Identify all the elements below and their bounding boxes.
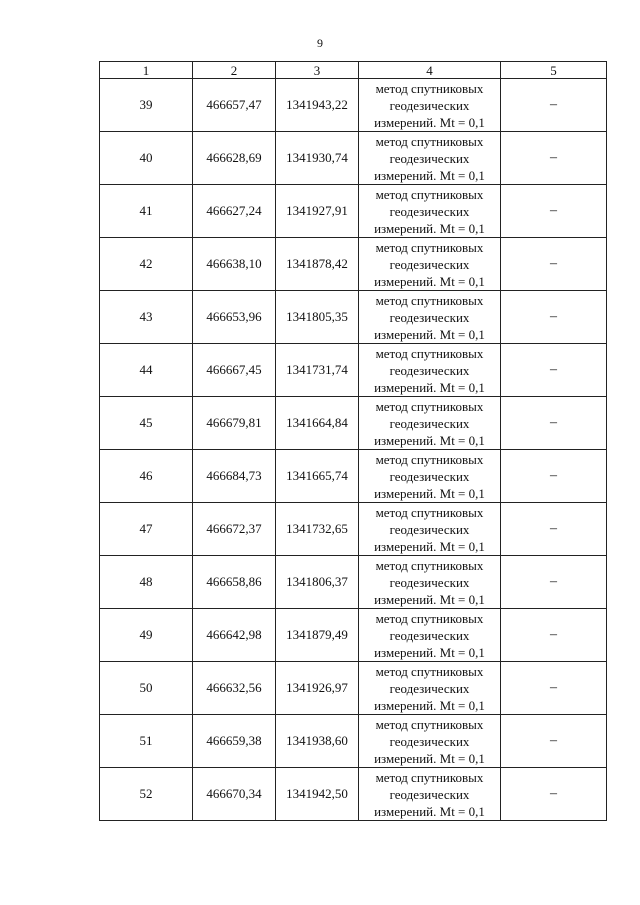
y-coordinate-cell: 1341927,91 — [276, 185, 359, 238]
note-cell: – — [501, 609, 607, 662]
method-line-1: метод спутниковых — [375, 239, 484, 255]
point-number-cell: 52 — [100, 768, 193, 821]
y-coordinate-cell: 1341879,49 — [276, 609, 359, 662]
method-line-3: измерений. Mt = 0,1 — [374, 326, 485, 342]
method-line-1: метод спутниковых — [375, 610, 484, 626]
method-line-2: геодезических — [389, 256, 470, 272]
point-number-cell: 50 — [100, 662, 193, 715]
method-line-3: измерений. Mt = 0,1 — [374, 114, 485, 130]
method-cell — [359, 344, 501, 397]
page-number: 9 — [317, 36, 323, 50]
method-cell — [359, 397, 501, 450]
table-row — [100, 768, 607, 821]
method-line-3: измерений. Mt = 0,1 — [374, 432, 485, 448]
note-cell: – — [501, 556, 607, 609]
point-number-cell: 40 — [100, 132, 193, 185]
method-line-3: измерений. Mt = 0,1 — [374, 167, 485, 183]
x-coordinate-cell: 466627,24 — [193, 185, 276, 238]
table-row — [100, 344, 607, 397]
x-coordinate-cell: 466628,69 — [193, 132, 276, 185]
method-cell — [359, 185, 501, 238]
x-coordinate-cell: 466638,10 — [193, 238, 276, 291]
method-line-1: метод спутниковых — [375, 133, 484, 149]
table-row — [100, 556, 607, 609]
method-line-1: метод спутниковых — [375, 557, 484, 573]
method-line-2: геодезических — [389, 680, 470, 696]
method-line-3: измерений. Mt = 0,1 — [374, 591, 485, 607]
note-cell: – — [501, 715, 607, 768]
method-cell — [359, 450, 501, 503]
point-number-cell: 39 — [100, 79, 193, 132]
y-coordinate-cell: 1341731,74 — [276, 344, 359, 397]
method-line-1: метод спутниковых — [375, 663, 484, 679]
method-line-3: измерений. Mt = 0,1 — [374, 538, 485, 554]
note-cell: – — [501, 185, 607, 238]
note-cell: – — [501, 503, 607, 556]
method-line-2: геодезических — [389, 97, 470, 113]
column-header-1: 1 — [100, 62, 193, 79]
method-line-3: измерений. Mt = 0,1 — [374, 750, 485, 766]
method-line-3: измерений. Mt = 0,1 — [374, 485, 485, 501]
method-line-2: геодезических — [389, 733, 470, 749]
y-coordinate-cell: 1341664,84 — [276, 397, 359, 450]
y-coordinate-cell: 1341732,65 — [276, 503, 359, 556]
point-number-cell: 44 — [100, 344, 193, 397]
x-coordinate-cell: 466657,47 — [193, 79, 276, 132]
method-line-2: геодезических — [389, 150, 470, 166]
note-cell: – — [501, 291, 607, 344]
column-header-3: 3 — [276, 62, 359, 79]
table-body — [100, 79, 607, 821]
method-line-2: геодезических — [389, 786, 470, 802]
method-cell — [359, 609, 501, 662]
table-row — [100, 609, 607, 662]
y-coordinate-cell: 1341938,60 — [276, 715, 359, 768]
column-header-5: 5 — [501, 62, 607, 79]
x-coordinate-cell: 466670,34 — [193, 768, 276, 821]
column-header-4: 4 — [359, 62, 501, 79]
table-header-row — [100, 62, 607, 79]
coordinates-table — [99, 61, 607, 821]
method-line-2: геодезических — [389, 362, 470, 378]
method-cell — [359, 132, 501, 185]
table-row — [100, 503, 607, 556]
note-cell: – — [501, 397, 607, 450]
method-cell — [359, 556, 501, 609]
note-cell: – — [501, 238, 607, 291]
method-line-3: измерений. Mt = 0,1 — [374, 220, 485, 236]
method-line-2: геодезических — [389, 521, 470, 537]
method-line-1: метод спутниковых — [375, 398, 484, 414]
method-cell — [359, 715, 501, 768]
x-coordinate-cell: 466659,38 — [193, 715, 276, 768]
x-coordinate-cell: 466642,98 — [193, 609, 276, 662]
note-cell: – — [501, 132, 607, 185]
x-coordinate-cell: 466679,81 — [193, 397, 276, 450]
x-coordinate-cell: 466658,86 — [193, 556, 276, 609]
method-line-1: метод спутниковых — [375, 186, 484, 202]
point-number-cell: 47 — [100, 503, 193, 556]
method-line-1: метод спутниковых — [375, 769, 484, 785]
method-line-1: метод спутниковых — [375, 504, 484, 520]
y-coordinate-cell: 1341878,42 — [276, 238, 359, 291]
method-line-3: измерений. Mt = 0,1 — [374, 644, 485, 660]
x-coordinate-cell: 466684,73 — [193, 450, 276, 503]
x-coordinate-cell: 466667,45 — [193, 344, 276, 397]
method-line-3: измерений. Mt = 0,1 — [374, 379, 485, 395]
point-number-cell: 41 — [100, 185, 193, 238]
table-row — [100, 450, 607, 503]
method-line-1: метод спутниковых — [375, 80, 484, 96]
note-cell: – — [501, 344, 607, 397]
x-coordinate-cell: 466653,96 — [193, 291, 276, 344]
y-coordinate-cell: 1341665,74 — [276, 450, 359, 503]
y-coordinate-cell: 1341926,97 — [276, 662, 359, 715]
y-coordinate-cell: 1341805,35 — [276, 291, 359, 344]
method-line-2: геодезических — [389, 309, 470, 325]
method-line-2: геодезических — [389, 415, 470, 431]
method-line-2: геодезических — [389, 468, 470, 484]
point-number-cell: 43 — [100, 291, 193, 344]
table-row — [100, 715, 607, 768]
method-line-1: метод спутниковых — [375, 345, 484, 361]
note-cell: – — [501, 662, 607, 715]
table-row — [100, 397, 607, 450]
point-number-cell: 51 — [100, 715, 193, 768]
table-row — [100, 79, 607, 132]
point-number-cell: 42 — [100, 238, 193, 291]
method-cell — [359, 79, 501, 132]
method-cell — [359, 503, 501, 556]
table-row — [100, 662, 607, 715]
table-row — [100, 291, 607, 344]
point-number-cell: 49 — [100, 609, 193, 662]
method-line-3: измерений. Mt = 0,1 — [374, 273, 485, 289]
note-cell: – — [501, 79, 607, 132]
point-number-cell: 45 — [100, 397, 193, 450]
point-number-cell: 48 — [100, 556, 193, 609]
method-line-1: метод спутниковых — [375, 716, 484, 732]
note-cell: – — [501, 768, 607, 821]
y-coordinate-cell: 1341942,50 — [276, 768, 359, 821]
y-coordinate-cell: 1341806,37 — [276, 556, 359, 609]
method-cell — [359, 768, 501, 821]
table-row — [100, 238, 607, 291]
y-coordinate-cell: 1341930,74 — [276, 132, 359, 185]
method-cell — [359, 238, 501, 291]
method-line-3: измерений. Mt = 0,1 — [374, 803, 485, 819]
method-line-3: измерений. Mt = 0,1 — [374, 697, 485, 713]
point-number-cell: 46 — [100, 450, 193, 503]
method-line-1: метод спутниковых — [375, 292, 484, 308]
x-coordinate-cell: 466672,37 — [193, 503, 276, 556]
table-row — [100, 132, 607, 185]
method-line-2: геодезических — [389, 574, 470, 590]
method-cell — [359, 291, 501, 344]
y-coordinate-cell: 1341943,22 — [276, 79, 359, 132]
column-header-2: 2 — [193, 62, 276, 79]
method-line-2: геодезических — [389, 627, 470, 643]
note-cell: – — [501, 450, 607, 503]
method-cell — [359, 662, 501, 715]
x-coordinate-cell: 466632,56 — [193, 662, 276, 715]
table-row — [100, 185, 607, 238]
method-line-1: метод спутниковых — [375, 451, 484, 467]
method-line-2: геодезических — [389, 203, 470, 219]
